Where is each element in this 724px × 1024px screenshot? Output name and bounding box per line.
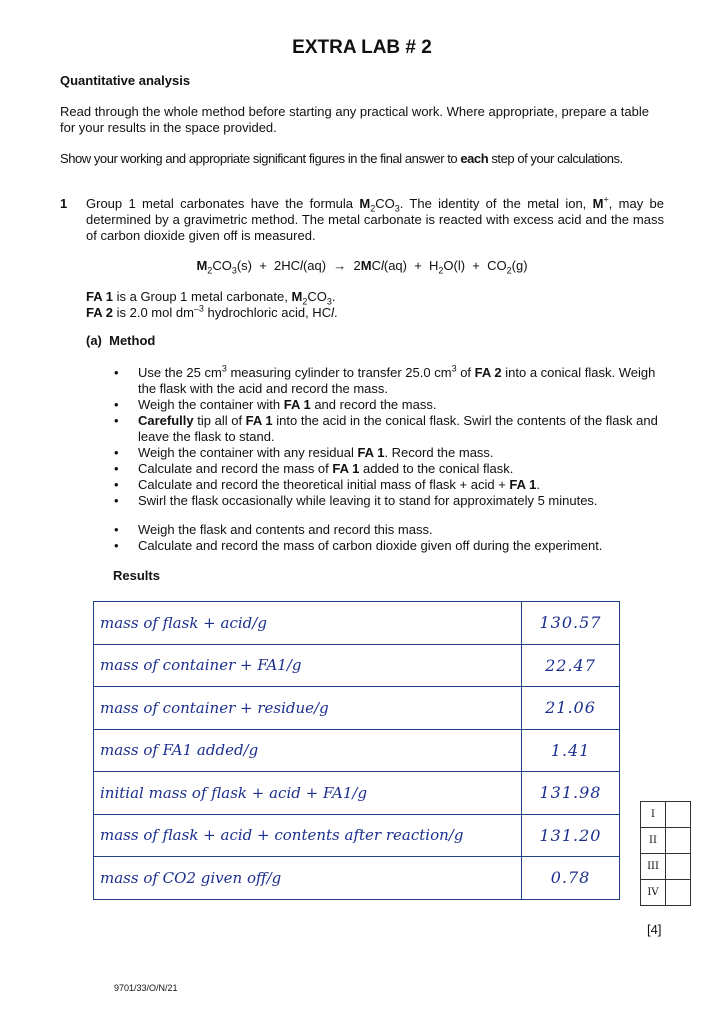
working-instruction: Show your working and appropriate significant figures in the final answer to each step of your calculations. bbox=[60, 151, 623, 166]
method-step: • Weigh the container with any residual FA 1. Record the mass. bbox=[114, 445, 664, 461]
results-table bbox=[93, 601, 620, 900]
method-list-continued bbox=[114, 522, 664, 554]
mark-box[interactable] bbox=[666, 802, 691, 828]
mark-box[interactable] bbox=[666, 828, 691, 854]
method-step: • Weigh the container with FA 1 and record the mass. bbox=[114, 397, 664, 413]
value-cell: 21.06 bbox=[522, 687, 620, 730]
mark-label: I bbox=[641, 802, 666, 828]
table-row bbox=[94, 772, 620, 815]
mark-label: III bbox=[641, 854, 666, 880]
quantity-cell: mass of FA1 added/g bbox=[94, 729, 522, 772]
quantity-cell: mass of container + FA1/g bbox=[94, 644, 522, 687]
method-step: • Calculate and record the theoretical initial mass of flask + acid + FA 1. bbox=[114, 477, 664, 493]
reaction-equation: $M_2CO_3(s) + 2HCl(aq) \to 2MCl(aq) + H_2O(l) + CO_2(g)$ bbox=[196, 258, 528, 276]
value-cell: 22.47 bbox=[522, 644, 620, 687]
mark-label: IV bbox=[641, 880, 666, 906]
method-step: • Carefully tip all of FA 1 into the acid in the conical flask. Swirl the contents of the flask and leave the flask to stand. bbox=[114, 413, 664, 445]
table-row bbox=[94, 857, 620, 900]
question-text: Group 1 metal carbonates have the formula $M_2CO_3$. The identity of the metal ion, M+, may be determined by a gravimetric method. The metal carbonate is reacted with excess acid and the mass of carbon dioxide given off is measured. bbox=[86, 194, 664, 243]
value-cell: 131.20 bbox=[522, 814, 620, 857]
quantity-cell: mass of container + residue/g bbox=[94, 687, 522, 730]
method-list bbox=[114, 365, 664, 509]
method-step: • Weigh the flask and contents and record this mass. bbox=[114, 522, 664, 538]
table-row bbox=[94, 814, 620, 857]
table-row bbox=[94, 602, 620, 645]
value-cell: 1.41 bbox=[522, 729, 620, 772]
value-cell: 0.78 bbox=[522, 857, 620, 900]
mark-box[interactable] bbox=[666, 854, 691, 880]
total-marks: [4] bbox=[647, 922, 662, 937]
fa2-description: FA 2 is 2.0 mol $dm^{-3}$ hydrochloric acid, HCl. bbox=[86, 303, 338, 320]
question-number: 1 bbox=[60, 196, 68, 211]
mark-boxes bbox=[640, 801, 691, 906]
quantity-cell: mass of flask + acid + contents after reaction/g bbox=[94, 814, 522, 857]
results-heading: Results bbox=[113, 568, 160, 583]
quantity-cell: mass of flask + acid/g bbox=[94, 602, 522, 645]
section-heading: Quantitative analysis bbox=[60, 73, 191, 88]
mark-box[interactable] bbox=[666, 880, 691, 906]
table-row bbox=[94, 644, 620, 687]
method-step: • Use the 25 $cm^3$ measuring cylinder to transfer 25.0 $cm^3$ of FA 2 into a conical flask. Weigh the flask with the acid and record the mass. bbox=[114, 365, 664, 397]
paper-code: 9701/33/O/N/21 bbox=[114, 983, 178, 993]
quantity-cell: mass of CO2 given off/g bbox=[94, 857, 522, 900]
method-step: • Calculate and record the mass of FA 1 added to the conical flask. bbox=[114, 461, 664, 477]
table-row bbox=[94, 687, 620, 730]
intro-paragraph: Read through the whole method before starting any practical work. Where appropriate, prepare a table for your results in the space provided. bbox=[60, 104, 649, 135]
part-a-heading: (a) Method bbox=[86, 333, 156, 348]
method-step: • Swirl the flask occasionally while leaving it to stand for approximately 5 minutes. bbox=[114, 493, 664, 509]
value-cell: 130.57 bbox=[522, 602, 620, 645]
fa1-description: FA 1 is a Group 1 metal carbonate, $M_2CO_3$. bbox=[86, 289, 336, 307]
quantity-cell: initial mass of flask + acid + FA1/g bbox=[94, 772, 522, 815]
table-row bbox=[94, 729, 620, 772]
mark-label: II bbox=[641, 828, 666, 854]
value-cell: 131.98 bbox=[522, 772, 620, 815]
method-step: • Calculate and record the mass of carbon dioxide given off during the experiment. bbox=[114, 538, 664, 554]
page-title: EXTRA LAB # 2 bbox=[292, 37, 432, 58]
